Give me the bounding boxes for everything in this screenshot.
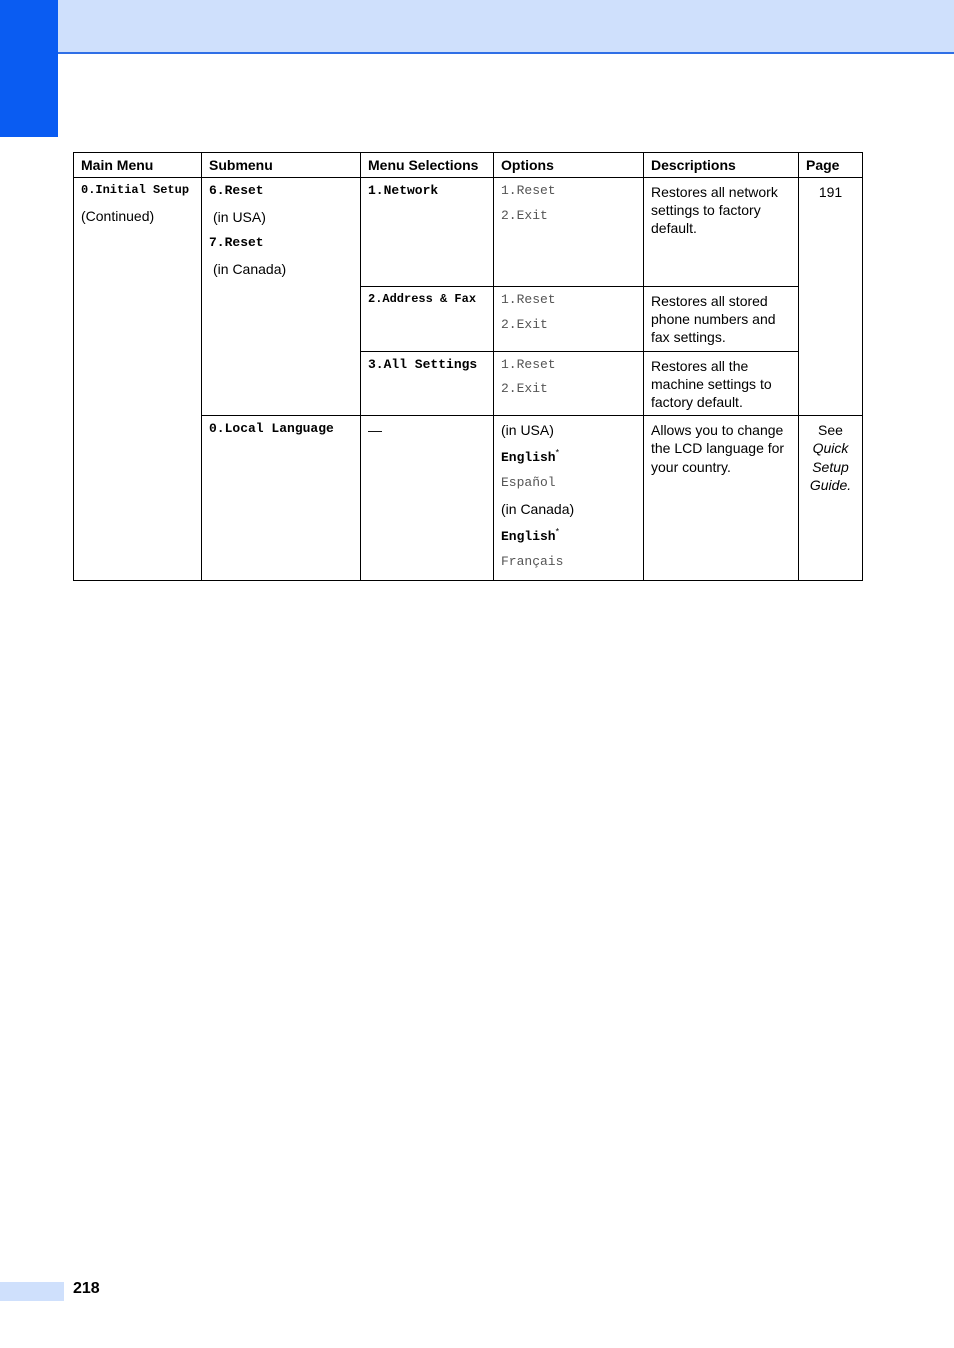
description-address-fax: Restores all stored phone numbers and fax settings. — [644, 287, 799, 352]
option-english: English — [501, 529, 556, 545]
menu-table — [73, 152, 863, 581]
description-network: Restores all network settings to factory default. — [644, 178, 799, 287]
option-exit: 2.Exit — [501, 381, 548, 397]
submenu-reset-usa-note: (in USA) — [213, 208, 266, 225]
submenu-reset-canada-note: (in Canada) — [213, 260, 287, 277]
option-exit: 2.Exit — [501, 207, 548, 223]
option-espanol: Español — [501, 475, 556, 491]
options-local-language — [494, 416, 644, 581]
option-reset: 1.Reset — [501, 183, 556, 198]
options-network — [494, 178, 644, 287]
table-row — [74, 178, 863, 287]
option-francais: Français — [501, 554, 564, 570]
page-guide-text: Quick — [812, 440, 849, 457]
description-local-language: Allows you to change the LCD language for your country. — [644, 416, 799, 581]
language-canada-default — [501, 526, 636, 546]
submenu-reset-canada: 7.Reset — [209, 235, 264, 251]
language-usa-label: (in USA) — [501, 422, 554, 439]
selection-label: 2.Address & Fax — [368, 292, 477, 306]
main-menu-cell — [74, 178, 202, 581]
selection-label: 3.All Settings — [368, 356, 478, 372]
selection-label: 1.Network — [368, 183, 439, 198]
header-menu-selections: Menu Selections — [361, 153, 494, 178]
option-reset: 1.Reset — [501, 292, 556, 307]
default-marker: * — [555, 447, 560, 458]
header-main-menu: Main Menu — [74, 153, 202, 178]
language-usa-default — [501, 447, 636, 467]
submenu-local-language — [202, 416, 361, 581]
page-see-text: See — [818, 422, 843, 439]
submenu-language-label: 0.Local Language — [209, 421, 334, 437]
header-submenu: Submenu — [202, 153, 361, 178]
header-page: Page — [799, 153, 863, 178]
page-number-marker — [0, 1282, 64, 1301]
reset-submenu-cell — [202, 178, 361, 416]
selection-address-fax — [361, 287, 494, 352]
option-english: English — [501, 450, 556, 466]
default-marker: * — [555, 526, 560, 537]
main-menu-name: 0.Initial Setup — [81, 183, 190, 197]
page-ref-reset: 191 — [799, 178, 863, 416]
chapter-tab — [0, 0, 58, 137]
header-descriptions: Descriptions — [644, 153, 799, 178]
page-number: 218 — [73, 1280, 100, 1297]
page-ref-language — [799, 416, 863, 581]
header-options: Options — [494, 153, 644, 178]
options-all-settings — [494, 351, 644, 416]
page-guide-text: Setup — [812, 458, 849, 475]
header-band — [0, 0, 954, 54]
table-header-row — [74, 153, 863, 178]
selection-local-language: — — [361, 416, 494, 581]
main-menu-note: (Continued) — [81, 207, 155, 224]
selection-all-settings — [361, 351, 494, 416]
page-guide-text: Guide. — [809, 476, 852, 493]
language-canada-label: (in Canada) — [501, 501, 575, 518]
options-address-fax — [494, 287, 644, 352]
option-reset: 1.Reset — [501, 356, 556, 372]
option-exit: 2.Exit — [501, 316, 548, 332]
selection-network — [361, 178, 494, 287]
submenu-reset-usa: 6.Reset — [209, 183, 264, 198]
description-all-settings: Restores all the machine settings to factory default. — [644, 351, 799, 416]
